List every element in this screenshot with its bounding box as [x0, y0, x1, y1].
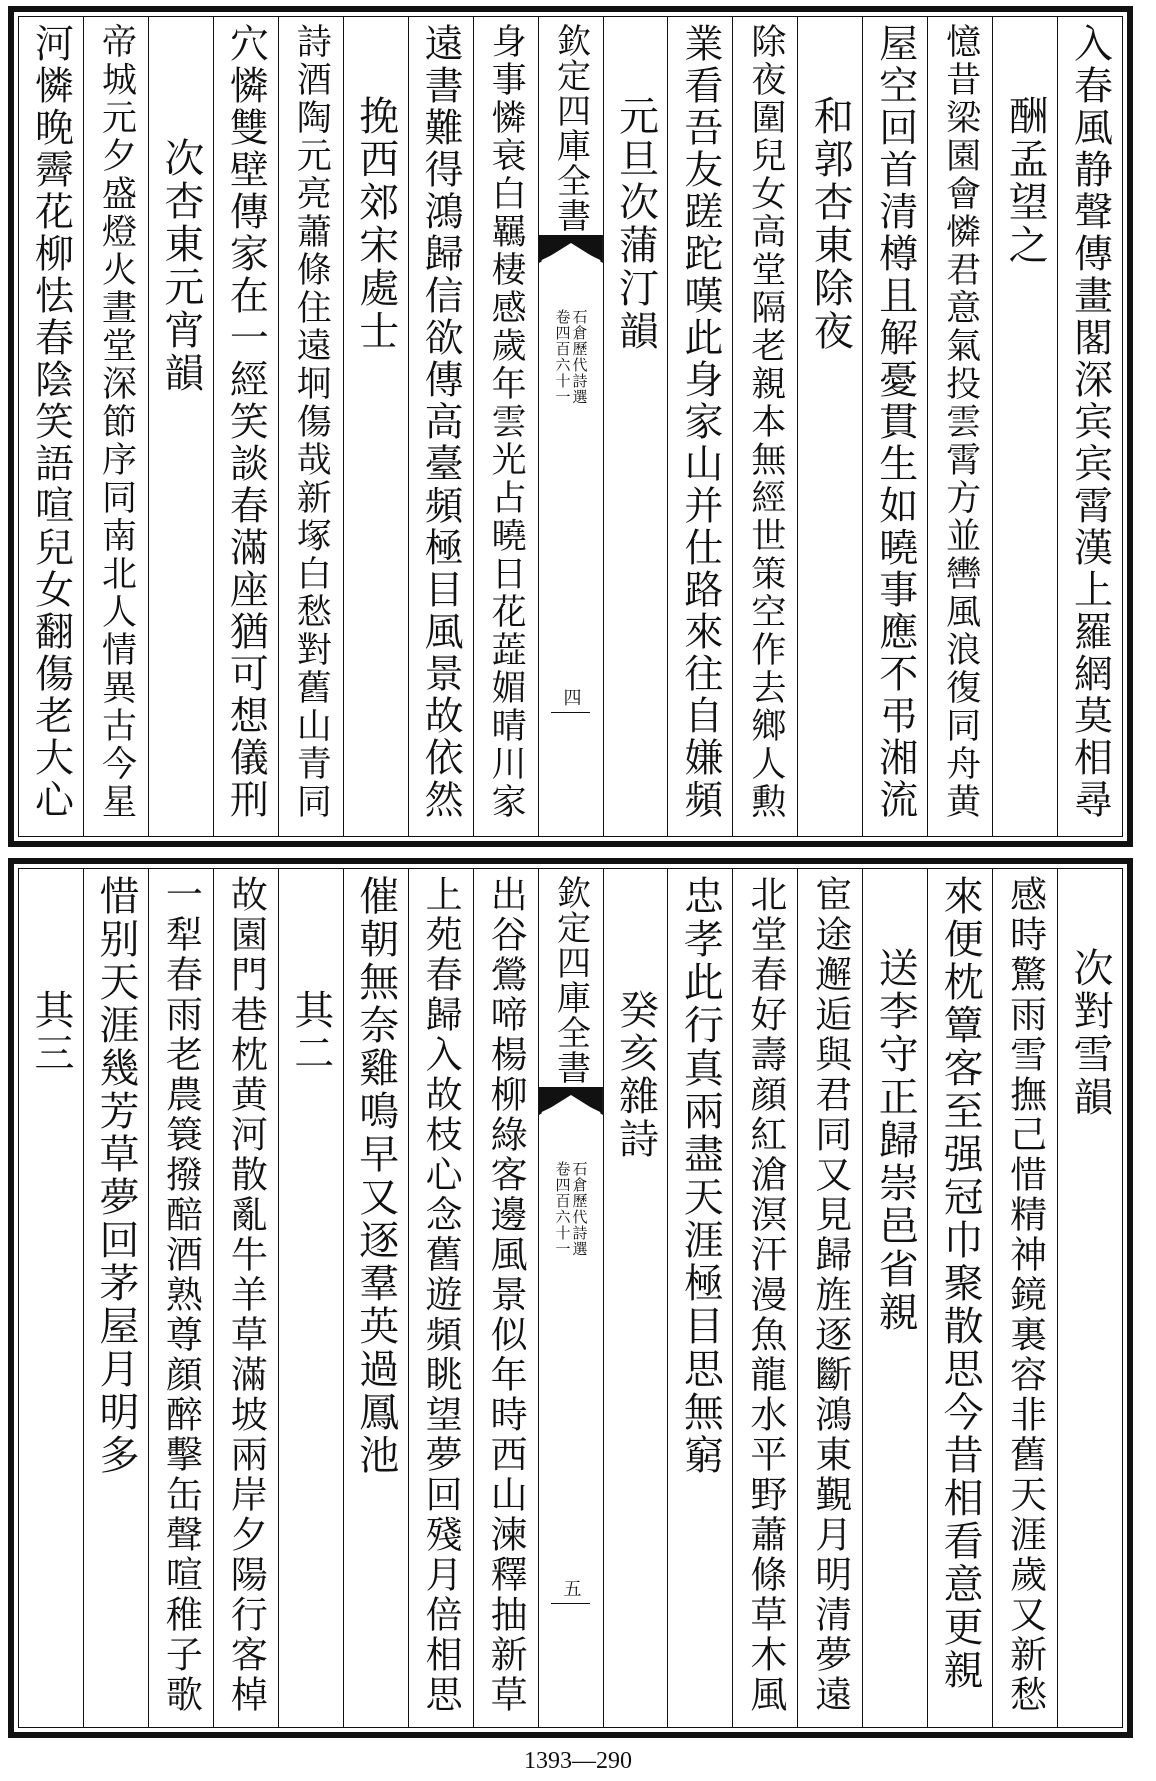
text-column: [992, 869, 1057, 1727]
top-page-columns: [18, 16, 1123, 837]
text-column: [408, 869, 473, 1727]
verse-line: 屋空回首清樽且解憂貫生如曉事應不弔湘流: [872, 23, 918, 821]
fishtail-mark-icon: [539, 1087, 603, 1115]
verse-line: 業看吾友蹉跎嘆此身家山并仕路來往自嫌頻: [677, 23, 723, 821]
poem-title: 次對雪韻: [1067, 947, 1114, 1119]
text-column: [1057, 869, 1122, 1727]
verse-line: 來便枕簟客至强冠巾聚散思今昔相看意更親: [937, 875, 984, 1692]
verse-line: 河憐晚霽花柳怯春陰笑語喧兒女翻傷老大心: [28, 23, 74, 821]
folio-number: 四: [560, 688, 582, 706]
verse-line: 遠書難得鴻歸信欲傳高臺頻極目風景故依然: [418, 23, 464, 821]
verse-line: 身事憐衰白羈棲感歲年雲光占曉日花蕋媚晴川家: [486, 23, 527, 821]
book-title: 欽定四庫全書: [550, 23, 591, 233]
text-column: [148, 17, 213, 836]
text-column: [667, 17, 732, 836]
page-number: 1393—290: [524, 1748, 632, 1774]
text-column: [862, 17, 927, 836]
poem-title: 元旦次蒲汀韻: [612, 95, 659, 353]
folio-number: 五: [560, 1579, 582, 1597]
text-column: [408, 17, 473, 836]
text-column: [732, 869, 797, 1727]
poem-title: 酬孟望之: [1002, 95, 1049, 267]
text-column: [278, 17, 343, 836]
verse-line: 忠孝此行真兩盡天涯極目思無窮: [677, 875, 724, 1477]
text-column: [862, 869, 927, 1727]
verse-line: 一犁春雨老農簑撥醅酒熟尊顔醉擊缶聲喧稚子歌: [159, 875, 203, 1715]
poem-title: 挽西郊宋處士: [352, 95, 399, 353]
collection-title: 石倉歷代詩選: [570, 1161, 589, 1257]
text-column: [19, 869, 83, 1727]
text-column: [732, 17, 797, 836]
book-title: 欽定四庫全書: [550, 875, 591, 1085]
text-column: [797, 869, 862, 1727]
verse-line: 穴憐雙壁傳家在一經笑談春滿座猶可想儀刑: [223, 23, 269, 821]
bottom-page-frame: [8, 858, 1133, 1738]
text-column: [83, 869, 148, 1727]
poem-title: 次杏東元宵韻: [157, 137, 204, 395]
text-column: [927, 17, 992, 836]
text-column: [603, 17, 668, 836]
collection-title: 石倉歷代詩選: [570, 309, 589, 405]
text-column: [343, 869, 408, 1727]
volume-number: 卷四百六十一: [553, 309, 572, 405]
top-page-frame: [8, 6, 1133, 847]
text-column: [83, 17, 148, 836]
folio-rule: [551, 712, 589, 713]
text-column: [603, 869, 668, 1727]
verse-line: 詩酒陶元亮蕭條住遠坰傷哉新塚白愁對舊山青同: [291, 23, 332, 821]
bottom-page-columns: [18, 868, 1123, 1728]
verse-line: 帝城元夕盛燈火晝堂深節序同南北人情異古今星: [96, 23, 137, 821]
fishtail-mark-icon: [539, 235, 603, 263]
text-column: [1057, 17, 1122, 836]
volume-number: 卷四百六十一: [553, 1161, 572, 1257]
verse-line: 除夜圍兒女高堂隔老親本無經世策空作去鄉人勲: [745, 23, 786, 821]
poem-title: 送李守正歸崇邑省親: [872, 947, 919, 1334]
poem-title: 其二: [287, 989, 334, 1075]
verse-line: 感時驚雨雪撫己惜精神鏡裏容非舊天涯歲又新愁: [1003, 875, 1047, 1715]
text-column: [927, 869, 992, 1727]
text-column: [343, 17, 408, 836]
center-fold-column: [538, 17, 603, 836]
text-column: [473, 869, 538, 1727]
text-column: [278, 869, 343, 1727]
poem-title: 其三: [28, 989, 75, 1075]
text-column: [992, 17, 1057, 836]
volume-info: [555, 1161, 587, 1257]
volume-info: [555, 309, 587, 405]
center-fold-column: [538, 869, 603, 1727]
verse-line: 北堂春好壽顔紅滄溟汗漫魚龍水平野蕭條草木風: [743, 875, 787, 1715]
poem-title: 癸亥雜詩: [612, 989, 659, 1161]
verse-line: 憶昔梁園會憐君意氣投雲霄方並轡風浪復同舟黄: [940, 23, 981, 821]
text-column: [19, 17, 83, 836]
text-column: [213, 869, 278, 1727]
verse-line: 入春風静聲傳畫閣深宾宾霄漢上羅網莫相尋: [1067, 23, 1113, 821]
verse-line: 惜别天涯幾芳草夢回茅屋月明多: [92, 875, 139, 1477]
verse-line: 故園門巷枕黄河散亂牛羊草滿坡兩岸夕陽行客棹: [224, 875, 268, 1715]
verse-line: 出谷鶯啼楊柳綠客邊風景似年時西山湅釋抽新草: [484, 875, 528, 1715]
folio-rule: [551, 1603, 589, 1604]
poem-title: 和郭杏東除夜: [807, 95, 854, 353]
text-column: [213, 17, 278, 836]
text-column: [667, 869, 732, 1727]
text-column: [148, 869, 213, 1727]
verse-line: 上苑春歸入故枝心念舊遊頻眺望夢回殘月倍相思: [419, 875, 463, 1715]
verse-line: 宦途邂逅與君同又見歸旌逐斷鴻東覲月明清夢遠: [808, 875, 852, 1715]
verse-line: 催朝無奈雞鳴早又逐羣英過鳳池: [352, 875, 399, 1477]
text-column: [797, 17, 862, 836]
text-column: [473, 17, 538, 836]
